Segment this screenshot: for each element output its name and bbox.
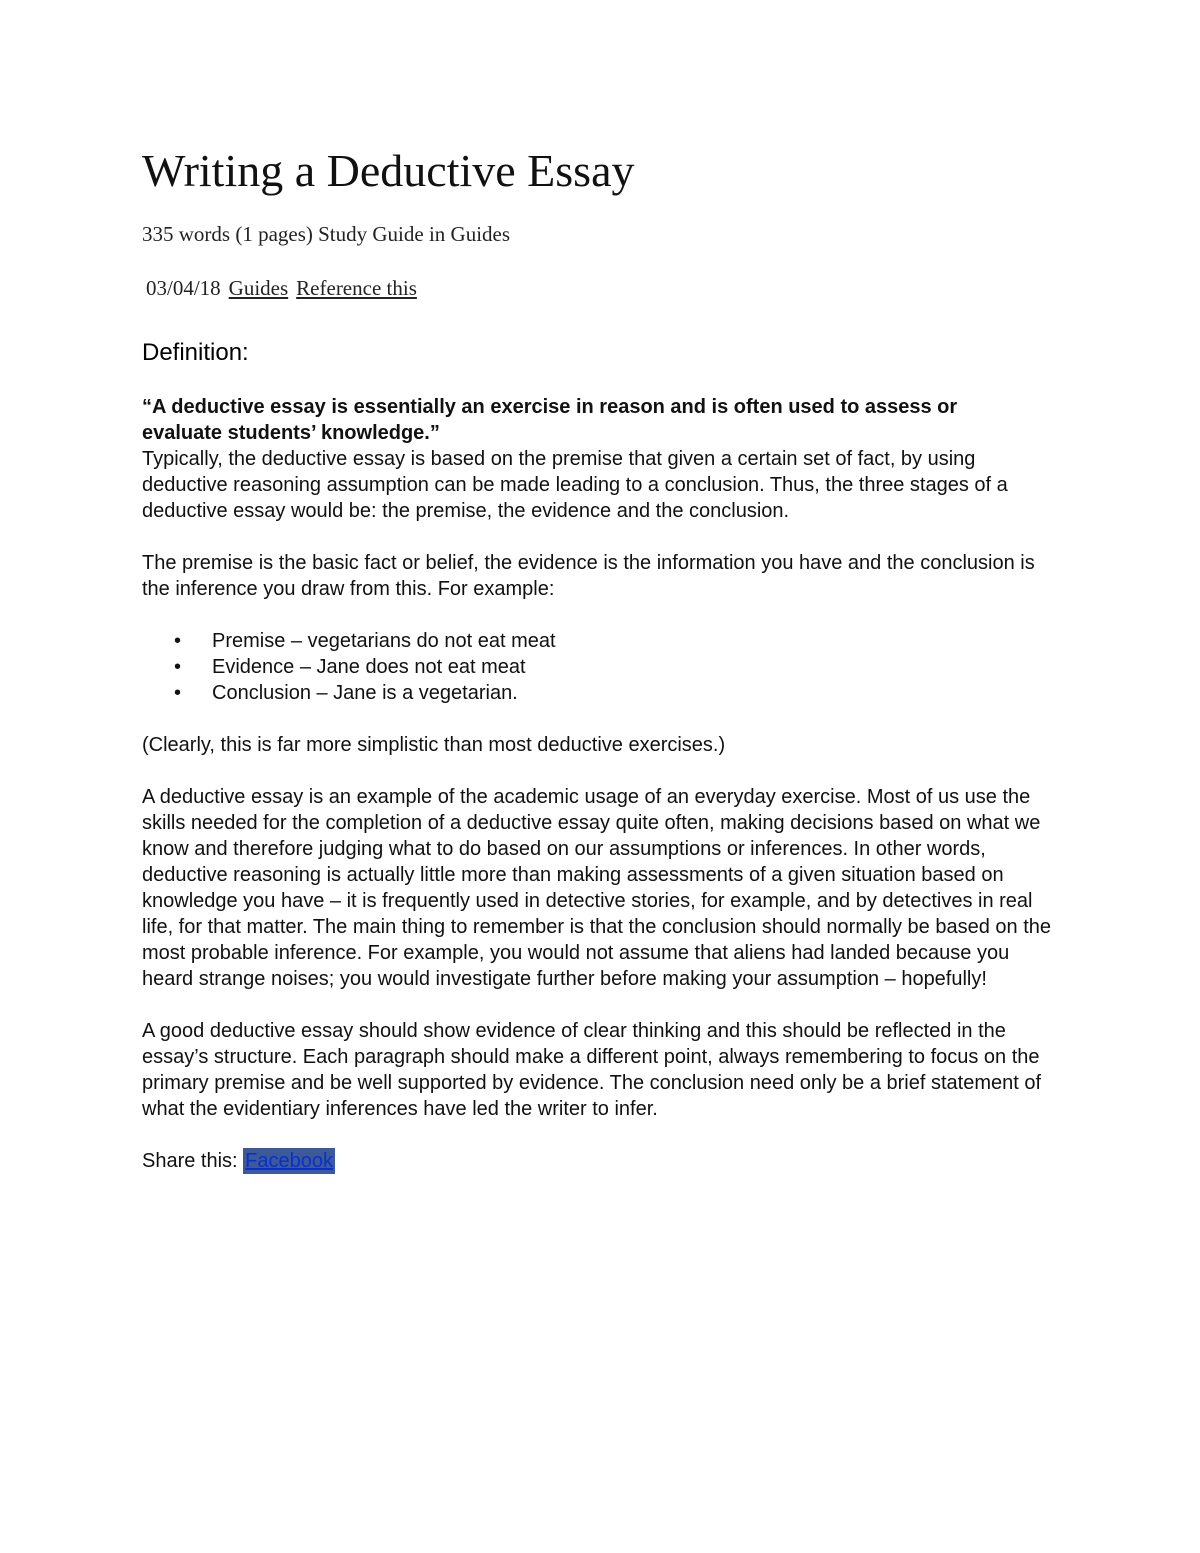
example-list	[142, 628, 1062, 706]
bullet-icon: •	[174, 630, 182, 652]
paragraph-structure: A good deductive essay should show evidence of clear thinking and this should be reflected in the essay’s structure. Each paragraph should make a different point, always remembering to focus on the primary premise and be well supported by evidence. The conclusion need only be a brief statement of what the evidentiary inferences have led the writer to infer.	[142, 1020, 1042, 1120]
paragraph-usage: A deductive essay is an example of the academic usage of an everyday exercise. Most of us use the skills needed for the completion of a deductive essay quite often, making decisions based on what we know and therefore judging what to do based on our assumptions or inferences. In other words, deductive reasoning is actually little more than making assessments of a given situation based on knowledge you have – it is frequently used in detective stories, for example, and by detectives in real life, for that matter. The main thing to remember is that the conclusion should normally be based on the most probable inference. For example, you would not assume that aliens had landed because you heard strange noises; you would investigate further before making your assumption – hopefully!	[142, 786, 1052, 990]
publish-date: 03/04/18	[146, 276, 221, 300]
paragraph-clarification: (Clearly, this is far more simplistic than most deductive exercises.)	[142, 734, 726, 756]
reference-this-link[interactable]: Reference this	[296, 276, 417, 300]
list-item-text: Conclusion – Jane is a vegetarian.	[212, 682, 518, 704]
document-title: Writing a Deductive Essay	[142, 145, 635, 196]
share-label: Share this:	[142, 1150, 244, 1172]
paragraph-premise: The premise is the basic fact or belief, the evidence is the information you have and the conclusion is the inference you draw from this. For example:	[142, 552, 1035, 600]
share-row	[142, 1148, 1062, 1174]
meta-links-row	[146, 274, 1062, 302]
bullet-icon: •	[174, 682, 182, 704]
list-item	[142, 654, 1062, 680]
document-page	[142, 140, 1062, 1174]
bullet-icon: •	[174, 656, 182, 678]
definition-quote: “A deductive essay is essentially an exercise in reason and is often used to assess or evaluate students’ knowledge.”	[142, 396, 958, 444]
definition-heading: Definition:	[142, 339, 249, 366]
facebook-share-link[interactable]: Facebook	[245, 1150, 334, 1172]
list-item	[142, 628, 1062, 654]
list-item-text: Evidence – Jane does not eat meat	[212, 656, 526, 678]
guides-link[interactable]: Guides	[228, 276, 289, 300]
list-item-text: Premise – vegetarians do not eat meat	[212, 630, 556, 652]
paragraph-intro: Typically, the deductive essay is based on the premise that given a certain set of fact, by using deductive reasoning assumption can be made leading to a conclusion. Thus, the three stages of a deductive essay would be: the premise, the evidence and the conclusion.	[142, 448, 1008, 522]
list-item	[142, 680, 1062, 706]
document-meta: 335 words (1 pages) Study Guide in Guides	[142, 222, 511, 246]
